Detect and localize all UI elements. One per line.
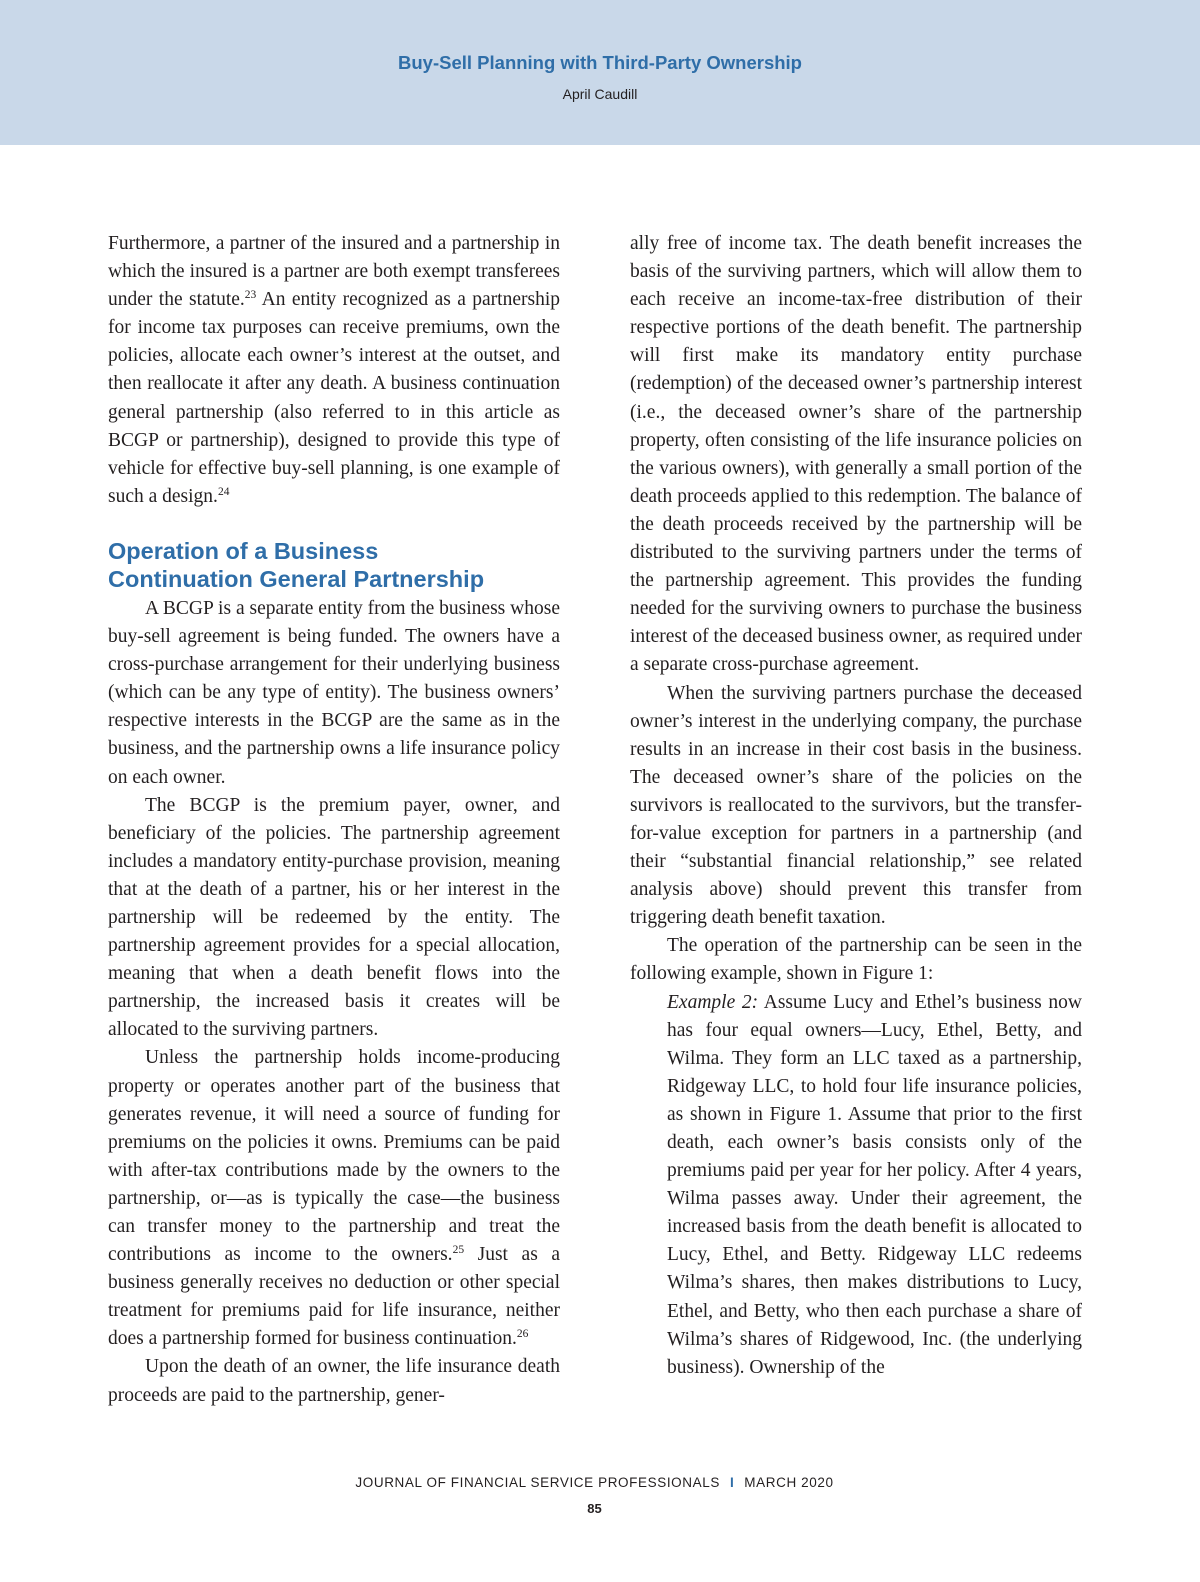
example-label: Example 2: bbox=[667, 991, 759, 1013]
issue-date: MARCH 2020 bbox=[744, 1475, 834, 1490]
left-column bbox=[108, 230, 560, 1410]
paragraph: A BCGP is a separate entity from the business whose buy-sell agreement is being funded. The owners have a cross-purchase arrangement for their underlying business (which can be any type of entity). The business owners’ respective interests in the BCGP are the same as in the business, and the partnership owns a life insurance policy on each owner. bbox=[108, 597, 560, 788]
paragraph: ally free of income tax. The death benefit increases the basis of the surviving partners, which will allow them to each receive an income-tax-free distribution of their respective portions of the death benefit. The partnership will first make its mandatory entity purchase (redemption) of the deceased owner’s partnership interest (i.e., the deceased owner’s share of the partnership property, often consisting of the life insurance policies on the various owners), with generally a small portion of the death proceeds applied to this redemption. The balance of the death proceeds received by the partnership will be distributed to the surviving partners under the terms of the partnership agreement. This provides the funding needed for the surviving owners to purchase the business interest of the deceased business owner, as required under a separate cross-purchase agreement. bbox=[630, 233, 1082, 676]
running-title: Buy-Sell Planning with Third-Party Ownership bbox=[398, 52, 802, 73]
footer-separator: I bbox=[729, 1475, 735, 1490]
page-number: 85 bbox=[587, 1501, 602, 1516]
footnote-ref[interactable]: 24 bbox=[217, 485, 230, 498]
example-paragraph: Example 2: Assume Lucy and Ethel’s business now has four equal owners—Lucy, Ethel, Betty, and Wilma. They form an LLC taxed as a partnership, Ridgeway LLC, to hold four life insurance policies, as shown in Figure 1. Assume that prior to the first death, each owner’s basis consists only of the premiums paid per year for her policy. After 4 years, Wilma passes away. Under their agreement, the increased basis from the death benefit is allocated to Lucy, Ethel, and Betty. Ridgeway LLC redeems Wilma’s shares, then makes distributions to Lucy, Ethel, and Betty, who then each purchase a share of Wilma’s shares of Ridgewood, Inc. (the underlying business). Ownership of the bbox=[667, 991, 1082, 1378]
paragraph: Upon the death of an owner, the life insurance death proceeds are paid to the partnership, gener- bbox=[108, 1356, 560, 1406]
header-band bbox=[0, 0, 1200, 145]
paragraph: The operation of the partnership can be seen in the following example, shown in Figure 1: bbox=[630, 935, 1082, 985]
footnote-ref[interactable]: 26 bbox=[516, 1328, 529, 1341]
footnote-ref[interactable]: 25 bbox=[452, 1244, 465, 1257]
paragraph: Furthermore, a partner of the insured and a partnership in which the insured is a partner are both exempt transferees under the statute.$^{23}$ An entity recognized as a partnership for income tax purposes can receive premiums, own the policies, allocate each owner’s interest at the outset, and then reallocate it after any death. A business continuation general partnership (also referred to in this article as BCGP or partnership), designed to provide this type of vehicle for effective buy-sell planning, is one example of such a design.$^{24}$ bbox=[108, 233, 560, 507]
paragraph: When the surviving partners purchase the deceased owner’s interest in the underlying company, the purchase results in an increase in their cost basis in the business. The deceased owner’s share of the policies on the survivors is reallocated to the survivors, but the transfer-for-value exception for partners in a partnership (and their “substantial financial relationship,” see related analysis above) should prevent this transfer from triggering death benefit taxation. bbox=[630, 682, 1082, 929]
paragraph: Unless the partnership holds income-producing property or operates another part of the business that generates revenue, it will need a source of funding for premiums on the policies it owns. Premiums can be paid with after-tax contributions made by the owners to the partnership, or—as is typically the case—the business can transfer money to the partnership and treat the contributions as income to the owners.$^{25}$ Just as a business generally receives no deduction or other special treatment for premiums paid for life insurance, neither does a partnership formed for business continuation.$^{26}$ bbox=[108, 1047, 560, 1350]
section-heading: Operation of a Business Continuation General Partnership bbox=[108, 537, 485, 592]
right-column bbox=[630, 230, 1082, 1382]
paragraph: The BCGP is the premium payer, owner, and beneficiary of the policies. The partnership agreement includes a mandatory entity-purchase provision, meaning that at the death of a partner, his or her interest in the partnership will be redeemed by the entity. The partnership agreement provides for a special allocation, meaning that when a death benefit flows into the partnership, the increased basis it creates will be allocated to the surviving partners. bbox=[108, 794, 560, 1041]
footer-journal-line bbox=[0, 1475, 1189, 1490]
running-author: April Caudill bbox=[562, 86, 638, 102]
journal-name: JOURNAL OF FINANCIAL SERVICE PROFESSIONALS bbox=[355, 1475, 720, 1490]
footnote-ref[interactable]: 23 bbox=[244, 289, 257, 302]
